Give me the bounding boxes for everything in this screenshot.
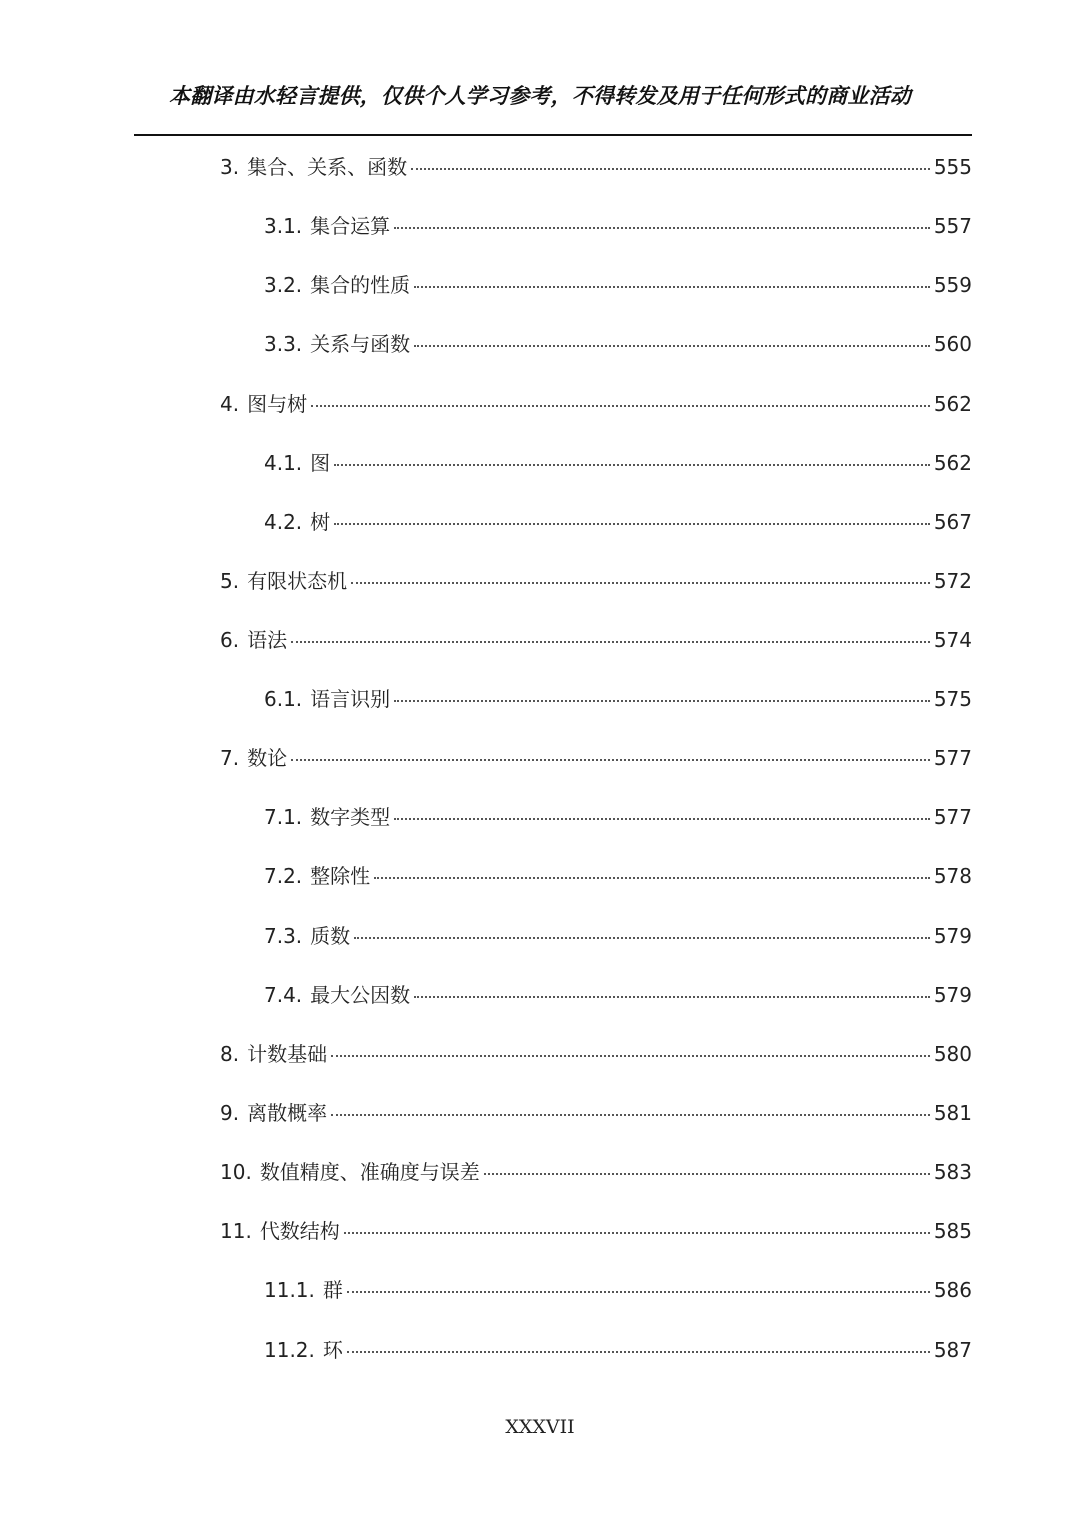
toc-entry-number: 3.3.: [264, 332, 303, 356]
toc-dot-leader: [351, 582, 930, 584]
toc-entry-number: 3.1.: [264, 214, 303, 238]
toc-dot-leader: [374, 877, 930, 879]
toc-entry-page: 572: [933, 569, 972, 593]
toc-entry-number: 4.2.: [264, 510, 303, 534]
toc-dot-leader: [414, 345, 930, 347]
toc-entry-number: 7.: [220, 746, 240, 770]
toc-entry[interactable]: [220, 388, 972, 420]
toc-entry[interactable]: [220, 624, 972, 656]
toc-dot-leader: [331, 1114, 930, 1116]
toc-entry-title: 关系与函数: [310, 332, 411, 356]
toc-entry-number: 11.2.: [264, 1338, 315, 1362]
toc-entry[interactable]: [220, 565, 972, 597]
toc-entry[interactable]: [264, 801, 972, 833]
toc-dot-leader: [334, 523, 930, 525]
toc-entry[interactable]: [264, 683, 972, 715]
toc-entry-page: 587: [933, 1338, 972, 1362]
toc-entry-page: 583: [933, 1160, 972, 1184]
toc-dot-leader: [484, 1173, 930, 1175]
toc-entry-title: 数字类型: [310, 805, 391, 829]
toc-dot-leader: [394, 227, 930, 229]
toc-dot-leader: [311, 405, 930, 407]
toc-entry-title: 环: [322, 1338, 343, 1362]
toc-entry-number: 9.: [220, 1101, 240, 1125]
toc-entry-page: 562: [933, 392, 972, 416]
toc-dot-leader: [394, 818, 930, 820]
toc-entry-page: 560: [933, 332, 972, 356]
toc-entry-number: 6.: [220, 628, 240, 652]
toc-entry-page: 577: [933, 746, 972, 770]
toc-entry-page: 581: [933, 1101, 972, 1125]
toc-dot-leader: [354, 937, 930, 939]
toc-entry[interactable]: [264, 860, 972, 892]
toc-entry[interactable]: [220, 1038, 972, 1070]
toc-entry-title: 离散概率: [247, 1101, 328, 1125]
toc-dot-leader: [291, 759, 930, 761]
toc-entry-page: 577: [933, 805, 972, 829]
toc-entry-page: 579: [933, 983, 972, 1007]
toc-entry-title: 最大公因数: [310, 983, 411, 1007]
toc-entry[interactable]: [264, 269, 972, 301]
toc-dot-leader: [331, 1055, 930, 1057]
toc-entry-title: 语法: [247, 628, 288, 652]
toc-entry[interactable]: [220, 1156, 972, 1188]
toc-entry[interactable]: [220, 742, 972, 774]
toc-dot-leader: [344, 1232, 930, 1234]
toc-entry-page: 555: [933, 155, 972, 179]
toc-dot-leader: [394, 700, 930, 702]
toc-entry[interactable]: [220, 151, 972, 183]
toc-entry-number: 11.1.: [264, 1278, 315, 1302]
toc-entry[interactable]: [264, 447, 972, 479]
toc-entry-number: 7.3.: [264, 924, 303, 948]
toc-entry-number: 7.4.: [264, 983, 303, 1007]
toc-entry[interactable]: [220, 1215, 972, 1247]
toc-entry-number: 3.: [220, 155, 240, 179]
header-divider: [134, 134, 972, 136]
toc-entry[interactable]: [264, 979, 972, 1011]
toc-entry-page: 580: [933, 1042, 972, 1066]
toc-entry-title: 语言识别: [310, 687, 391, 711]
toc-entry-title: 质数: [310, 924, 351, 948]
toc-entry-page: 585: [933, 1219, 972, 1243]
toc-dot-leader: [291, 641, 930, 643]
toc-entry-title: 集合的性质: [310, 273, 411, 297]
toc-entry[interactable]: [264, 1274, 972, 1306]
toc-entry-number: 10.: [220, 1160, 252, 1184]
toc-entry-title: 集合运算: [310, 214, 391, 238]
toc-entry-number: 5.: [220, 569, 240, 593]
toc-entry-page: 575: [933, 687, 972, 711]
toc-entry-title: 图: [310, 451, 331, 475]
toc-entry-number: 4.: [220, 392, 240, 416]
toc-entry[interactable]: [220, 1097, 972, 1129]
toc-dot-leader: [334, 464, 930, 466]
toc-entry-title: 数值精度、准确度与误差: [259, 1160, 480, 1184]
toc-entry-number: 6.1.: [264, 687, 303, 711]
toc-entry-number: 8.: [220, 1042, 240, 1066]
toc-entry-number: 7.1.: [264, 805, 303, 829]
toc-entry-number: 11.: [220, 1219, 252, 1243]
toc-entry-page: 562: [933, 451, 972, 475]
toc-entry[interactable]: [264, 210, 972, 242]
toc-entry-title: 整除性: [310, 864, 371, 888]
toc-entry-page: 579: [933, 924, 972, 948]
page-number: XXXVII: [505, 1416, 575, 1438]
header-notice: 本翻译由水轻言提供，仅供个人学习参考，不得转发及用于任何形式的商业活动: [169, 84, 911, 108]
toc-dot-leader: [347, 1351, 930, 1353]
toc-entry[interactable]: [264, 920, 972, 952]
toc-entry-page: 559: [933, 273, 972, 297]
toc-entry-page: 578: [933, 864, 972, 888]
toc-entry-title: 代数结构: [259, 1219, 340, 1243]
toc-entry-title: 有限状态机: [247, 569, 348, 593]
toc-dot-leader: [347, 1291, 930, 1293]
toc-dot-leader: [414, 996, 930, 998]
toc-entry-title: 集合、关系、函数: [247, 155, 408, 179]
toc-entry-title: 计数基础: [247, 1042, 328, 1066]
toc-entry-title: 树: [310, 510, 331, 534]
toc-entry-title: 群: [322, 1278, 343, 1302]
toc-dot-leader: [411, 168, 930, 170]
toc-entry-page: 557: [933, 214, 972, 238]
toc-entry-number: 4.1.: [264, 451, 303, 475]
toc-entry-page: 567: [933, 510, 972, 534]
toc-entry[interactable]: [264, 1334, 972, 1366]
toc-entry[interactable]: [264, 506, 972, 538]
toc-entry-title: 数论: [247, 746, 288, 770]
toc-entry-page: 574: [933, 628, 972, 652]
toc-dot-leader: [414, 286, 930, 288]
toc-entry-page: 586: [933, 1278, 972, 1302]
toc-entry[interactable]: [264, 328, 972, 360]
toc-entry-title: 图与树: [247, 392, 308, 416]
toc-entry-number: 7.2.: [264, 864, 303, 888]
toc-entry-number: 3.2.: [264, 273, 303, 297]
